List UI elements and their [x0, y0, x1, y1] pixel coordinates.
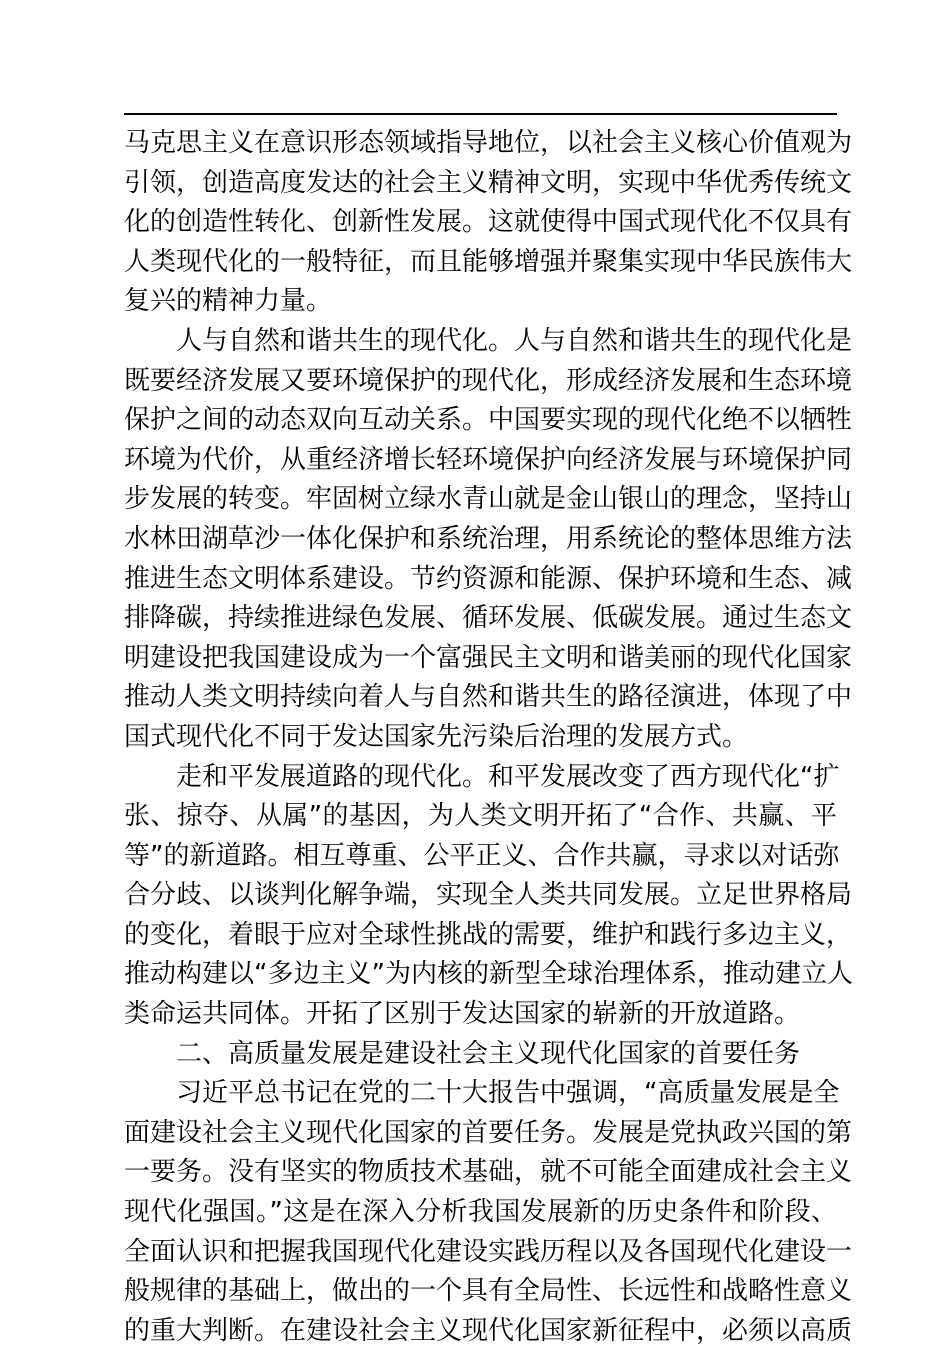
- text-line: 般规律的基础上，做出的一个具有全局性、长远性和战略性意义: [124, 1276, 853, 1307]
- paragraph-peaceful-development: [124, 758, 853, 1035]
- text-line: 既要经济发展又要环境保护的现代化，形成经济发展和生态环境: [124, 365, 853, 396]
- paragraph-ideology: [124, 124, 853, 322]
- text-line: 引领，创造高度发达的社会主义精神文明，实现中华优秀传统文: [124, 167, 853, 198]
- text-line: 一要务。没有坚实的物质技术基础，就不可能全面建成社会主义: [124, 1157, 853, 1188]
- header-rule: [124, 113, 837, 115]
- paragraph-high-quality-development: [124, 1074, 853, 1351]
- text-line: 推动构建以“多边主义”为内核的新型全球治理体系，推动建立人: [124, 959, 853, 990]
- text-line: 的重大判断。在建设社会主义现代化国家新征程中，必须以高质: [124, 1315, 853, 1346]
- text-line: 走和平发展道路的现代化。和平发展改变了西方现代化“扩: [176, 761, 840, 792]
- text-line: 复兴的精神力量。: [124, 286, 333, 317]
- text-line: 排降碳，持续推进绿色发展、循环发展、低碳发展。通过生态文: [124, 603, 853, 634]
- text-line: 的变化，着眼于应对全球性挑战的需要，维护和践行多边主义，: [124, 919, 853, 950]
- text-line: 等”的新道路。相互尊重、公平正义、合作共赢，寻求以对话弥: [124, 840, 840, 871]
- text-line: 明建设把我国建设成为一个富强民主文明和谐美丽的现代化国家: [124, 642, 853, 673]
- text-line: 面建设社会主义现代化国家的首要任务。发展是党执政兴国的第: [124, 1117, 853, 1148]
- text-line: 合分歧、以谈判化解争端，实现全人类共同发展。立足世界格局: [124, 880, 853, 911]
- section-heading: [124, 1035, 837, 1075]
- text-line: 全面认识和把握我国现代化建设实践历程以及各国现代化建设一: [124, 1236, 853, 1267]
- text-line: 推进生态文明体系建设。节约资源和能源、保护环境和生态、减: [124, 563, 853, 594]
- text-line: 类命运共同体。开拓了区别于发达国家的崭新的开放道路。: [124, 999, 801, 1030]
- text-line: 二、高质量发展是建设社会主义现代化国家的首要任务: [176, 1038, 801, 1069]
- text-line: 马克思主义在意识形态领域指导地位，以社会主义核心价值观为: [124, 128, 853, 158]
- text-line: 人与自然和谐共生的现代化。人与自然和谐共生的现代化是: [176, 325, 853, 356]
- text-line: 推动人类文明持续向着人与自然和谐共生的路径演进，体现了中: [124, 682, 853, 713]
- text-line: 步发展的转变。牢固树立绿水青山就是金山银山的理念，坚持山: [124, 484, 853, 515]
- text-line: 水林田湖草沙一体化保护和系统治理，用系统论的整体思维方法: [124, 523, 853, 554]
- text-line: 化的创造性转化、创新性发展。这就使得中国式现代化不仅具有: [124, 207, 853, 238]
- text-line: 现代化强国。”这是在深入分析我国发展新的历史条件和阶段、: [124, 1197, 837, 1228]
- text-line: 人类现代化的一般特征，而且能够增强并聚集实现中华民族伟大: [124, 246, 853, 277]
- text-line: 国式现代化不同于发达国家先污染后治理的发展方式。: [124, 721, 749, 752]
- text-line: 习近平总书记在党的二十大报告中强调，“高质量发展是全: [176, 1078, 840, 1109]
- paragraph-harmony-with-nature: [124, 322, 853, 758]
- body-text: [124, 124, 853, 1351]
- text-line: 保护之间的动态双向互动关系。中国要实现的现代化绝不以牺牲: [124, 405, 853, 436]
- text-line: 张、掠夺、从属”的基因，为人类文明开拓了“合作、共赢、平: [124, 801, 837, 832]
- text-line: 环境为代价，从重经济增长轻环境保护向经济发展与环境保护同: [124, 444, 853, 475]
